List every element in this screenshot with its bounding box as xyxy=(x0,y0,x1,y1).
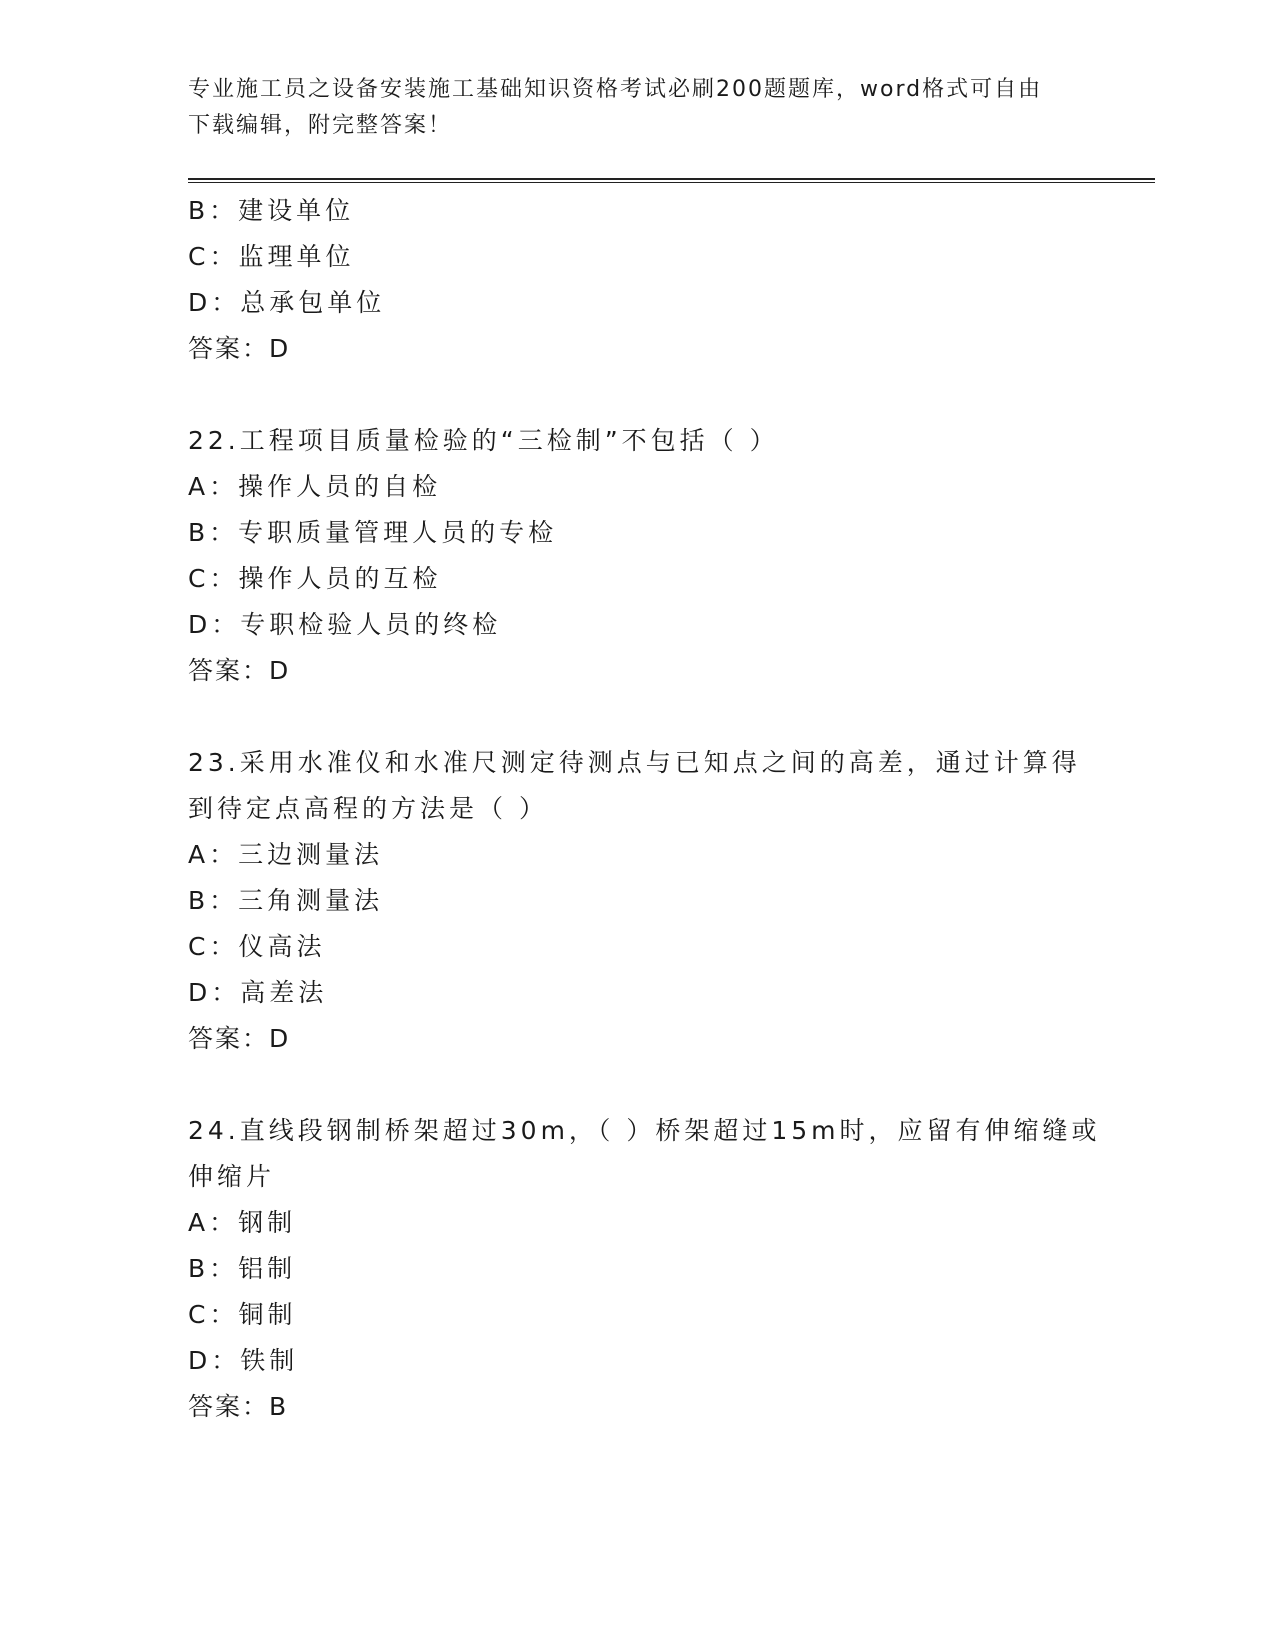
option-d: D：高差法 xyxy=(188,978,328,1007)
spacer xyxy=(188,694,1088,740)
option-c: C：监理单位 xyxy=(188,242,355,271)
question-stem-line-1: 24.直线段钢制桥架超过30m，（ ）桥架超过15m时，应留有伸缩缝或 xyxy=(188,1116,1101,1145)
question-stem-line-1: 23.采用水准仪和水准尺测定待测点与已知点之间的高差，通过计算得 xyxy=(188,748,1081,777)
question-list xyxy=(188,188,1101,1430)
question-stem-line-2: 伸缩片 xyxy=(188,1162,276,1191)
header-title-line-2: 下载编辑，附完整答案！ xyxy=(188,113,453,138)
option-a: A：操作人员的自检 xyxy=(188,472,442,501)
question-24 xyxy=(188,1108,1101,1430)
option-b: B：专职质量管理人员的专检 xyxy=(188,518,558,547)
option-c: C：操作人员的互检 xyxy=(188,564,442,593)
option-d: D：专职检验人员的终检 xyxy=(188,610,502,639)
spacer xyxy=(188,372,1088,418)
answer-line: 答案：D xyxy=(188,656,291,685)
option-b: B：建设单位 xyxy=(188,196,355,225)
question-23 xyxy=(188,740,1088,1062)
option-c: C：仪高法 xyxy=(188,932,326,961)
answer-line: 答案：D xyxy=(188,334,291,363)
option-b: B：铝制 xyxy=(188,1254,297,1283)
question-21-tail xyxy=(188,188,1088,372)
option-b: B：三角测量法 xyxy=(188,886,384,915)
option-a: A：钢制 xyxy=(188,1208,297,1237)
answer-line: 答案：B xyxy=(188,1392,289,1421)
spacer xyxy=(188,1062,1088,1108)
header-title-line-1: 专业施工员之设备安装施工基础知识资格考试必刷200题题库，word格式可自由 xyxy=(188,77,1043,102)
page-header xyxy=(188,72,1068,144)
option-c: C：铜制 xyxy=(188,1300,297,1329)
option-d: D：总承包单位 xyxy=(188,288,386,317)
question-22 xyxy=(188,418,1088,694)
answer-line: 答案：D xyxy=(188,1024,291,1053)
header-divider xyxy=(188,178,1155,183)
option-d: D：铁制 xyxy=(188,1346,299,1375)
option-a: A：三边测量法 xyxy=(188,840,384,869)
question-stem-line-2: 到待定点高程的方法是（ ） xyxy=(188,794,548,823)
question-stem: 22.工程项目质量检验的“三检制”不包括（ ） xyxy=(188,426,779,455)
